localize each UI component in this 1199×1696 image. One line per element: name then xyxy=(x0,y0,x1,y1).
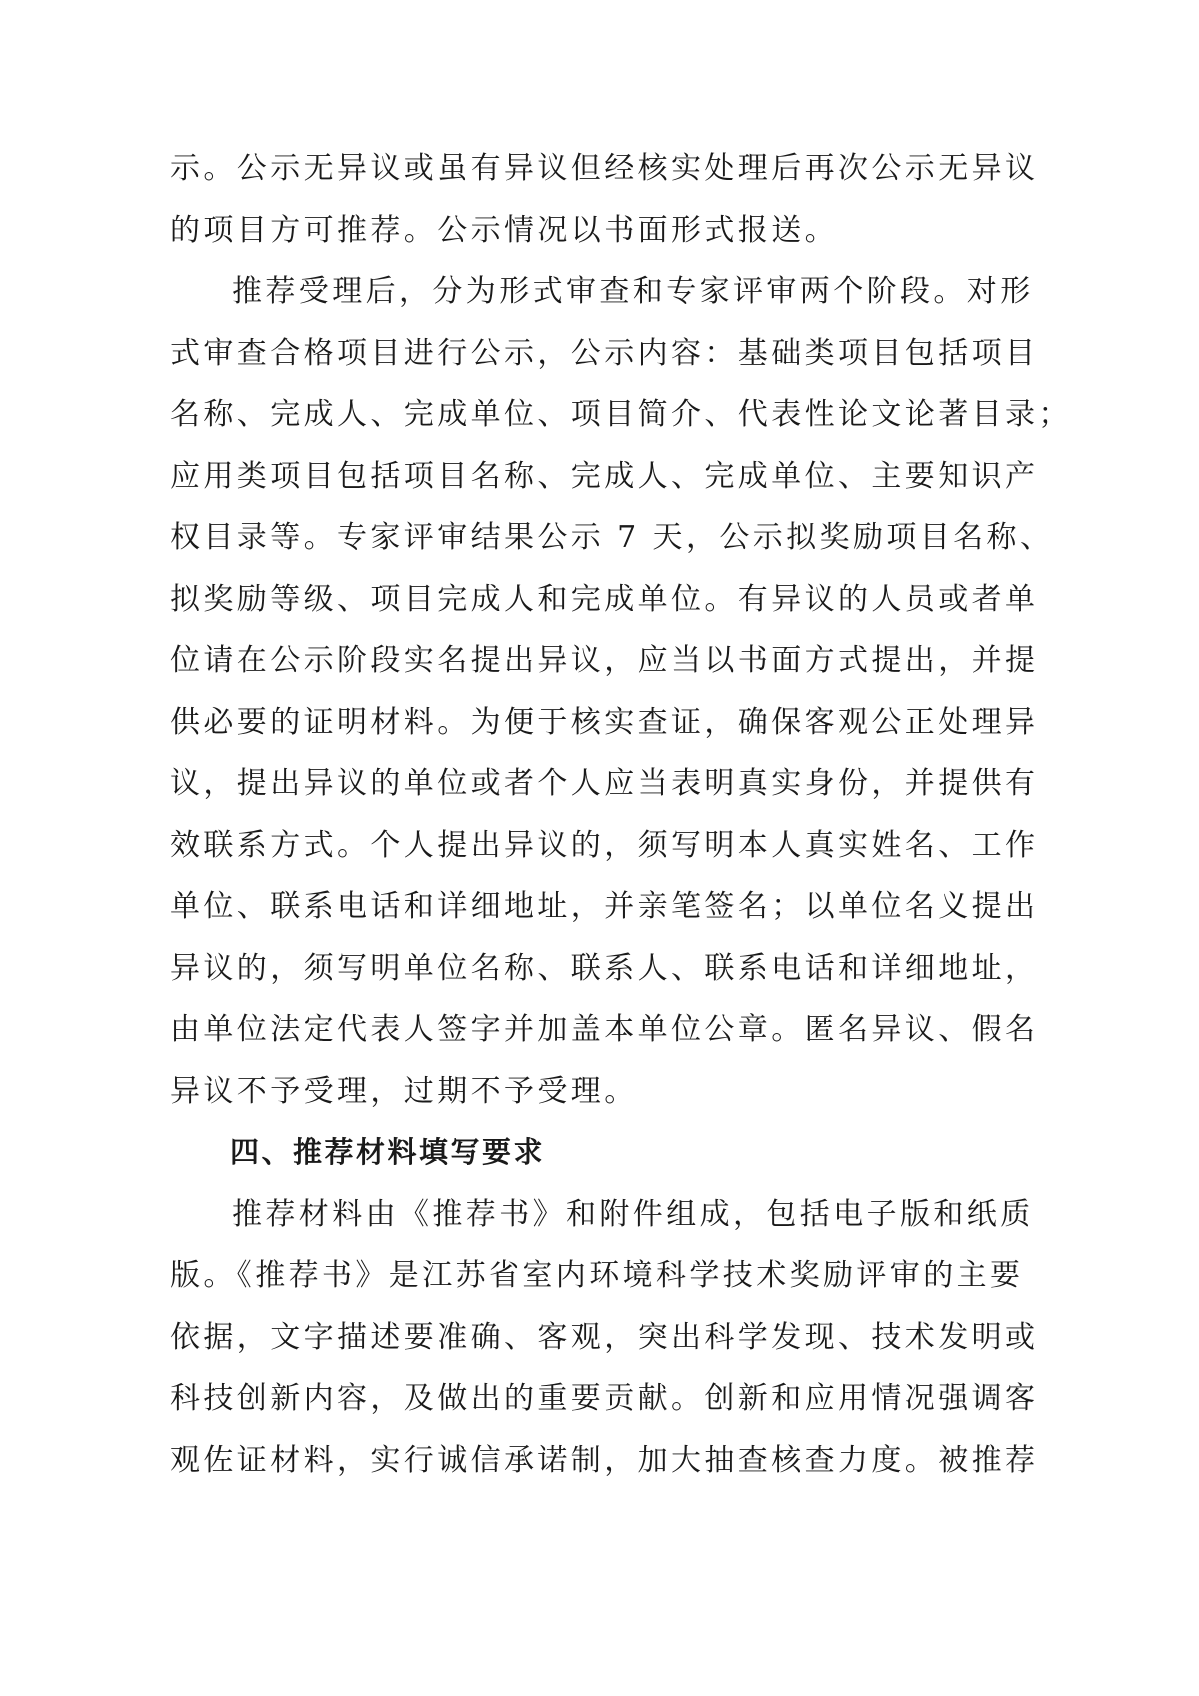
text-line: 的项目方可推荐。公示情况以书面形式报送。 xyxy=(170,212,838,248)
text-line: 推荐材料由《推荐书》和附件组成，包括电子版和纸质 xyxy=(232,1196,1034,1232)
text-line: 推荐受理后，分为形式审查和专家评审两个阶段。对形 xyxy=(232,274,1034,309)
text-line: 依据，文字描述要准确、客观，突出科学发现、技术发明或 xyxy=(170,1319,1039,1355)
text-line: 名称、完成人、完成单位、项目简介、代表性论文论著目录； xyxy=(170,397,1072,432)
text-line: 版。《推荐书》是江苏省室内环境科学技术奖励评审的主要 xyxy=(170,1258,1024,1293)
text-line: 供必要的证明材料。为便于核实查证，确保客观公正处理异 xyxy=(170,704,1039,740)
text-line: 议，提出异议的单位或者个人应当表明真实身份，并提供有 xyxy=(170,766,1039,801)
section-heading: 四、推荐材料填写要求 xyxy=(230,1135,546,1169)
text-line: 效联系方式。个人提出异议的，须写明本人真实姓名、工作 xyxy=(170,827,1039,863)
document-page xyxy=(170,138,1072,1491)
text-line: 应用类项目包括项目名称、完成人、完成单位、主要知识产 xyxy=(170,458,1039,494)
text-line: 示。公示无异议或虽有异议但经核实处理后再次公示无异议 xyxy=(170,151,1039,186)
text-line: 式审查合格项目进行公示，公示内容：基础类项目包括项目 xyxy=(170,335,1039,371)
text-line: 单位、联系电话和详细地址，并亲笔签名；以单位名义提出 xyxy=(170,889,1039,924)
text-line: 权目录等。专家评审结果公示 7 天，公示拟奖励项目名称、 xyxy=(170,520,1054,555)
text-line: 观佐证材料，实行诚信承诺制，加大抽查核查力度。被推荐 xyxy=(170,1442,1039,1478)
text-line: 拟奖励等级、项目完成人和完成单位。有异议的人员或者单 xyxy=(170,581,1039,617)
text-line: 异议的，须写明单位名称、联系人、联系电话和详细地址， xyxy=(170,950,1039,986)
text-line: 由单位法定代表人签字并加盖本单位公章。匿名异议、假名 xyxy=(170,1012,1039,1047)
paragraph-review-process xyxy=(170,261,1072,1122)
paragraph-publicity-conclusion xyxy=(170,138,1039,261)
text-line: 异议不予受理，过期不予受理。 xyxy=(170,1073,638,1109)
paragraph-materials-requirements xyxy=(170,1184,1039,1492)
text-line: 科技创新内容，及做出的重要贡献。创新和应用情况强调客 xyxy=(170,1381,1039,1416)
text-line: 位请在公示阶段实名提出异议，应当以书面方式提出，并提 xyxy=(170,643,1039,678)
